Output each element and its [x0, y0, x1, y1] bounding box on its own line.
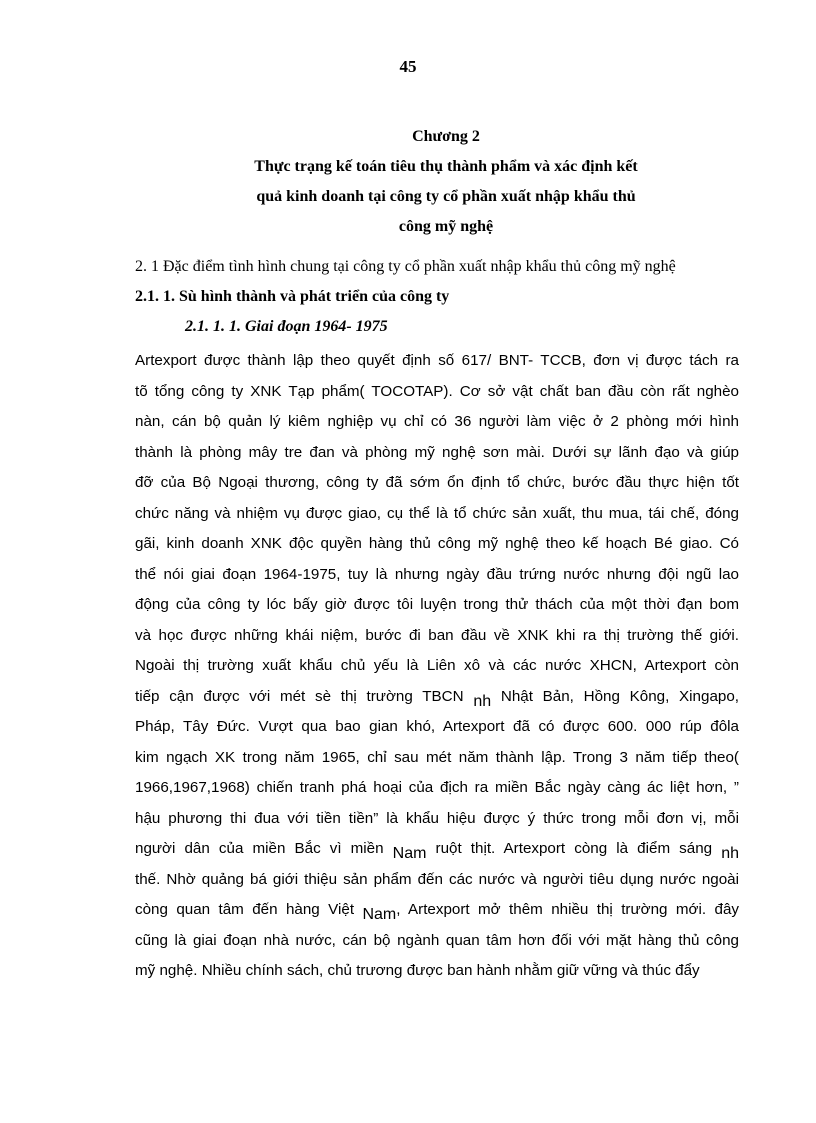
- section-heading-2-1-1-1: 2.1. 1. 1. Giai đoạn 1964- 1975: [185, 318, 388, 335]
- body-line: 1966,1967,1968) chiến tranh phá hoại của địch ra miền Bắc ngày càng ác liệt hơn, ”: [135, 779, 739, 796]
- subscript-fragment: Nam: [362, 906, 397, 923]
- body-line: nàn, cán bộ quản lý kiêm nghiệp vụ chỉ có 36 người làm việc ở 2 phòng mới hình: [135, 413, 739, 430]
- body-line: đỡ của Bộ Ngoại thương, công ty đã sớm ổn định tổ chức, bước đầu thực hiện tốt: [135, 474, 739, 491]
- body-line: động của công ty lóc bấy giờ được tôi luyện trong thử thách của một thời đạn bom: [135, 596, 739, 613]
- body-line: tiếp cận được với mét sè thị trường TBCN nh Nhật Bản, Hồng Kông, Xingapo,: [135, 687, 739, 710]
- body-line: Artexport được thành lập theo quyết định số 617/ BNT- TCCB, đơn vị được tách ra: [135, 352, 739, 369]
- body-line: gãi, kinh doanh XNK độc quyền hàng thủ công mỹ nghệ theo kế hoạch Bé giao. Có: [135, 535, 739, 552]
- chapter-title-line: quả kinh doanh tại công ty cổ phần xuất nhập khẩu thủ: [256, 188, 636, 205]
- chapter-title-line: công mỹ nghệ: [398, 218, 494, 235]
- body-paragraph: [135, 346, 739, 987]
- body-line: kim ngạch XK trong năm 1965, chỉ sau mét năm thành lập. Trong 3 năm tiếp theo(: [135, 748, 739, 766]
- body-line: thành là phòng mây tre đan và phòng mỹ nghệ sơn mài. Dưới sự lãnh đạo và giúp: [135, 443, 739, 461]
- chapter-title-line: Thực trạng kế toán tiêu thụ thành phẩm và xác định kết: [254, 158, 638, 175]
- body-line: tõ tổng công ty XNK Tạp phẩm( TOCOTAP). Cơ sở vật chất ban đầu còn rất nghèo: [135, 382, 739, 400]
- body-line: và học được những khái niệm, bước đi ban đầu về XNK khi ra thị trường thế giới.: [135, 626, 739, 644]
- section-heading-2-1-1: 2.1. 1. Sù hình thành và phát triển của công ty: [135, 288, 450, 305]
- body-line: thế. Nhờ quảng bá giới thiệu sản phẩm đến các nước và người tiêu dụng nước ngoài: [135, 870, 739, 888]
- body-line: cũng là giai đoạn nhà nước, cán bộ ngành quan tâm hơn đối với mặt hàng thủ công: [135, 931, 739, 949]
- body-line: còng quan tâm đến hàng Việt Nam, Artexport mở thêm nhiều thị trường mới. đây: [135, 901, 739, 923]
- subscript-fragment: nh: [721, 845, 739, 862]
- body-line: Ngoài thị trường xuất khẩu chủ yếu là Liên xô và các nước XHCN, Artexport còn: [135, 657, 739, 674]
- page-number: 45: [399, 57, 417, 76]
- chapter-label: Chương 2: [412, 128, 480, 145]
- section-heading-2-1: 2. 1 Đặc điểm tình hình chung tại công ty cổ phần xuất nhập khẩu thủ công mỹ nghệ: [135, 258, 676, 275]
- body-line: người dân của miền Bắc vì miền Nam ruột thịt. Artexport còng là điểm sáng nh: [135, 840, 739, 862]
- body-line: chức năng và nhiệm vụ được giao, cụ thể là tổ chức sản xuất, thu mua, tái chế, đóng: [135, 504, 739, 522]
- body-line: hậu phương thi đua với tiền tiền” là khẩu hiệu được ý thức trong mỗi đơn vị, mỗi: [135, 809, 739, 827]
- chapter-heading: [0, 122, 816, 242]
- body-line: Pháp, Tây Đức. Vượt qua bao gian khó, Artexport đã có được 600. 000 rúp đôla: [135, 718, 739, 735]
- body-line: mỹ nghệ. Nhiều chính sách, chủ trương được ban hành nhằm giữ vững và thúc đẩy: [135, 962, 700, 979]
- subscript-fragment: nh: [473, 692, 492, 710]
- subscript-fragment: Nam: [392, 845, 427, 862]
- body-line: thể nói giai đoạn 1964-1975, tuy là nhưng ngày đầu trứng nước nhưng đội ngũ lao: [135, 565, 739, 583]
